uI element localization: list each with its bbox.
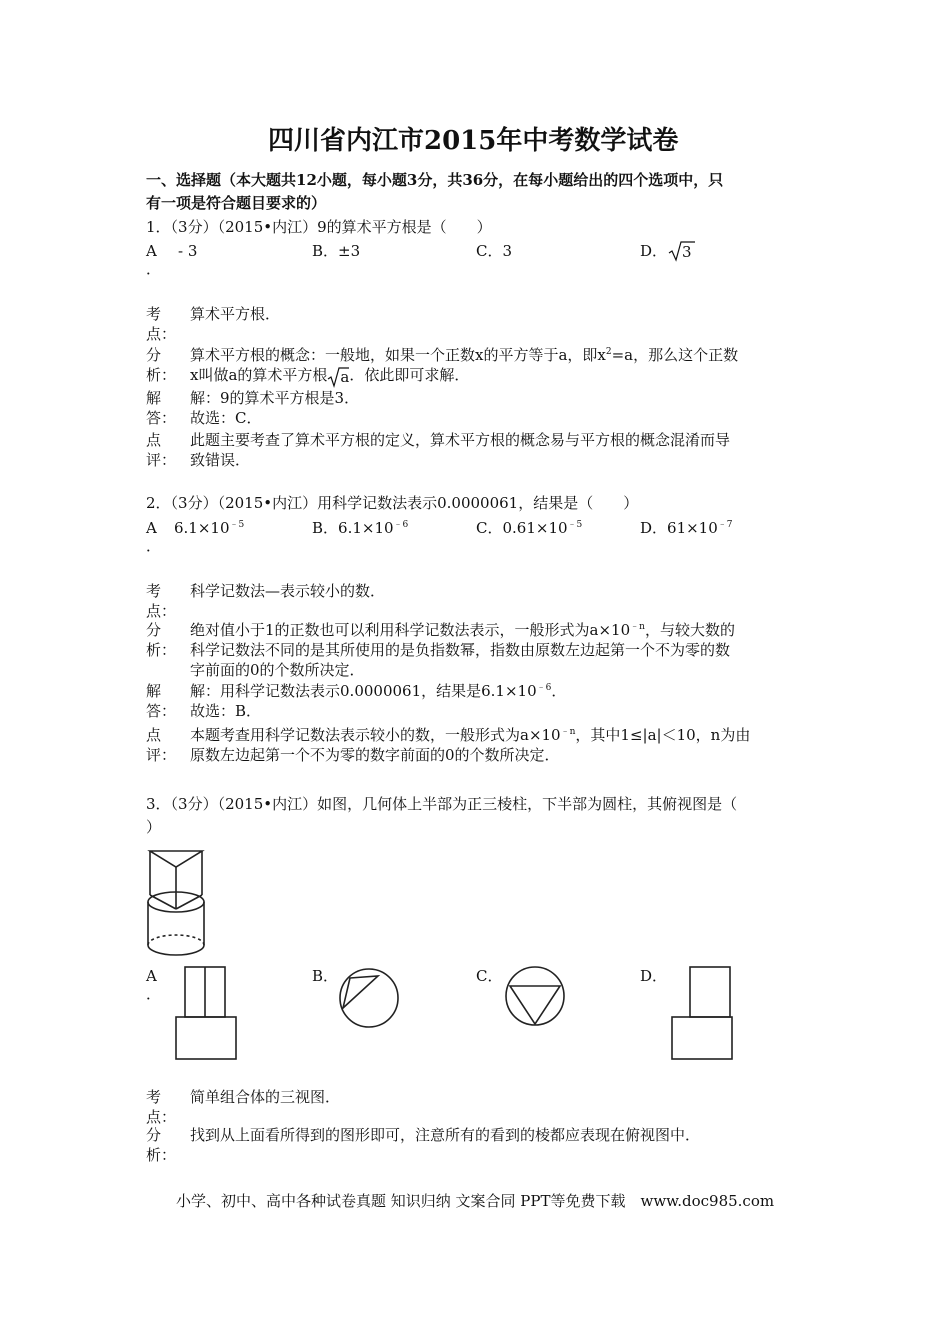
q3-solid-figure xyxy=(146,847,210,955)
q1-dianping-text: 此题主要考查了算术平方根的定义，算术平方根的概念易与平方根的概念混淆而导 致错误． xyxy=(190,431,731,469)
sqrt-a: a xyxy=(327,367,349,385)
q3-option-a-figure xyxy=(174,966,238,1061)
q1-option-a-dot: ． xyxy=(146,260,162,278)
q3-option-c-figure xyxy=(504,964,568,1028)
q2-fenxi-label: 分 析： xyxy=(146,621,177,659)
q3-option-a-label: A xyxy=(146,967,157,985)
q2-kaodian-text: 科学记数法—表示较小的数． xyxy=(190,582,386,600)
page-title: 四川省内江市2015年中考数学试卷 xyxy=(268,126,679,156)
q3-kaodian-text: 简单组合体的三视图． xyxy=(190,1088,341,1106)
q2-option-c: C．$0.61\times 10^{﹣5}$ xyxy=(476,519,583,537)
q2-dianping-text: 本题考查用科学记数法表示较小的数，一般形式为$a\times 10^{﹣n}$，其中1≤|a|＜10，n为由 原数左边起第一个不为零的数字前面的0的个数所决定． xyxy=(190,726,751,764)
q2-option-a-dot: ． xyxy=(146,537,162,555)
q1-dianping-label: 点 评： xyxy=(146,431,177,469)
q1-option-c: C．3 xyxy=(476,242,513,260)
q3-fenxi-text: 找到从上面看所得到的图形即可，注意所有的看到的棱都应表现在俯视图中． xyxy=(190,1126,701,1144)
q2-jieda-text: 解：用科学记数法表示0.0000061，结果是$6.1\times 10^{﹣6}$． 故选：B． xyxy=(190,682,567,720)
q2-jieda-label: 解 答： xyxy=(146,682,177,720)
q1-fenxi-text: 算术平方根的概念：一般地，如果一个正数x的平方等于a，即$x^2=a$，那么这个正数 x叫做a的算术平方根 a ．依此即可求解． xyxy=(190,346,739,386)
page-footer: 小学、初中、高中各种试卷真题 知识归纳 文案合同 PPT等免费下载 www.doc985.com xyxy=(176,1192,775,1210)
q3-option-b: B． xyxy=(312,967,339,985)
q3-option-d: D． xyxy=(640,967,668,985)
q3-fenxi-label: 分 析： xyxy=(146,1126,177,1164)
section-header-line-2: 有一项是符合题目要求的） xyxy=(146,194,327,212)
q1-stem: 1．（3分）（2015•内江）9的算术平方根是（ ） xyxy=(146,218,492,236)
q1-kaodian-text: 算术平方根． xyxy=(190,305,281,323)
q3-kaodian-label: 考 点： xyxy=(146,1088,177,1126)
q1-option-a-text: - 3 xyxy=(178,242,198,260)
q2-option-d: D．$61\times 10^{﹣7}$ xyxy=(640,519,733,537)
q3-stem-line-1: 3．（3分）（2015•内江）如图，几何体上半部为正三棱柱，下半部为圆柱，其俯视图是（ xyxy=(146,795,738,813)
q3-option-b-figure xyxy=(338,966,402,1030)
q2-option-b: B．$6.1\times 10^{﹣6}$ xyxy=(312,519,409,537)
q1-kaodian-label: 考 点： xyxy=(146,305,177,343)
q1-jieda-label: 解 答： xyxy=(146,389,177,427)
q3-option-d-figure xyxy=(670,966,734,1061)
section-header-line-1: 一、选择题（本大题共12小题，每小题3分，共36分，在每小题给出的四个选项中，只 xyxy=(146,171,724,189)
q1-fenxi-label: 分 析： xyxy=(146,346,177,384)
q2-stem: 2．（3分）（2015•内江）用科学记数法表示0.0000061，结果是（ ） xyxy=(146,494,639,512)
q2-fenxi-text: 绝对值小于1的正数也可以利用科学记数法表示，一般形式为$a\times 10^{﹣n}$，与较大数的 科学记数法不同的是其所使用的是负指数幂，指数由原数左边起第一个不为零的数 字前面的0的个数所决定． xyxy=(190,621,735,679)
q3-stem-line-2: ） xyxy=(146,818,162,836)
q2-kaodian-label: 考 点： xyxy=(146,582,177,620)
q3-option-a-dot: ． xyxy=(146,985,162,1003)
q1-option-a-label: A xyxy=(146,242,157,260)
q2-dianping-label: 点 评： xyxy=(146,726,177,764)
q2-option-a-text: $6.1\times 10^{﹣5}$ xyxy=(174,519,245,537)
q1-option-d-radicand: 3 xyxy=(682,243,692,261)
q2-option-a-label: A xyxy=(146,519,157,537)
q1-option-b: B．±3 xyxy=(312,242,361,260)
q1-option-d: D． xyxy=(640,242,668,260)
q1-jieda-text: 解：9的算术平方根是3． 故选：C． xyxy=(190,389,360,427)
q3-option-c: C． xyxy=(476,967,503,985)
